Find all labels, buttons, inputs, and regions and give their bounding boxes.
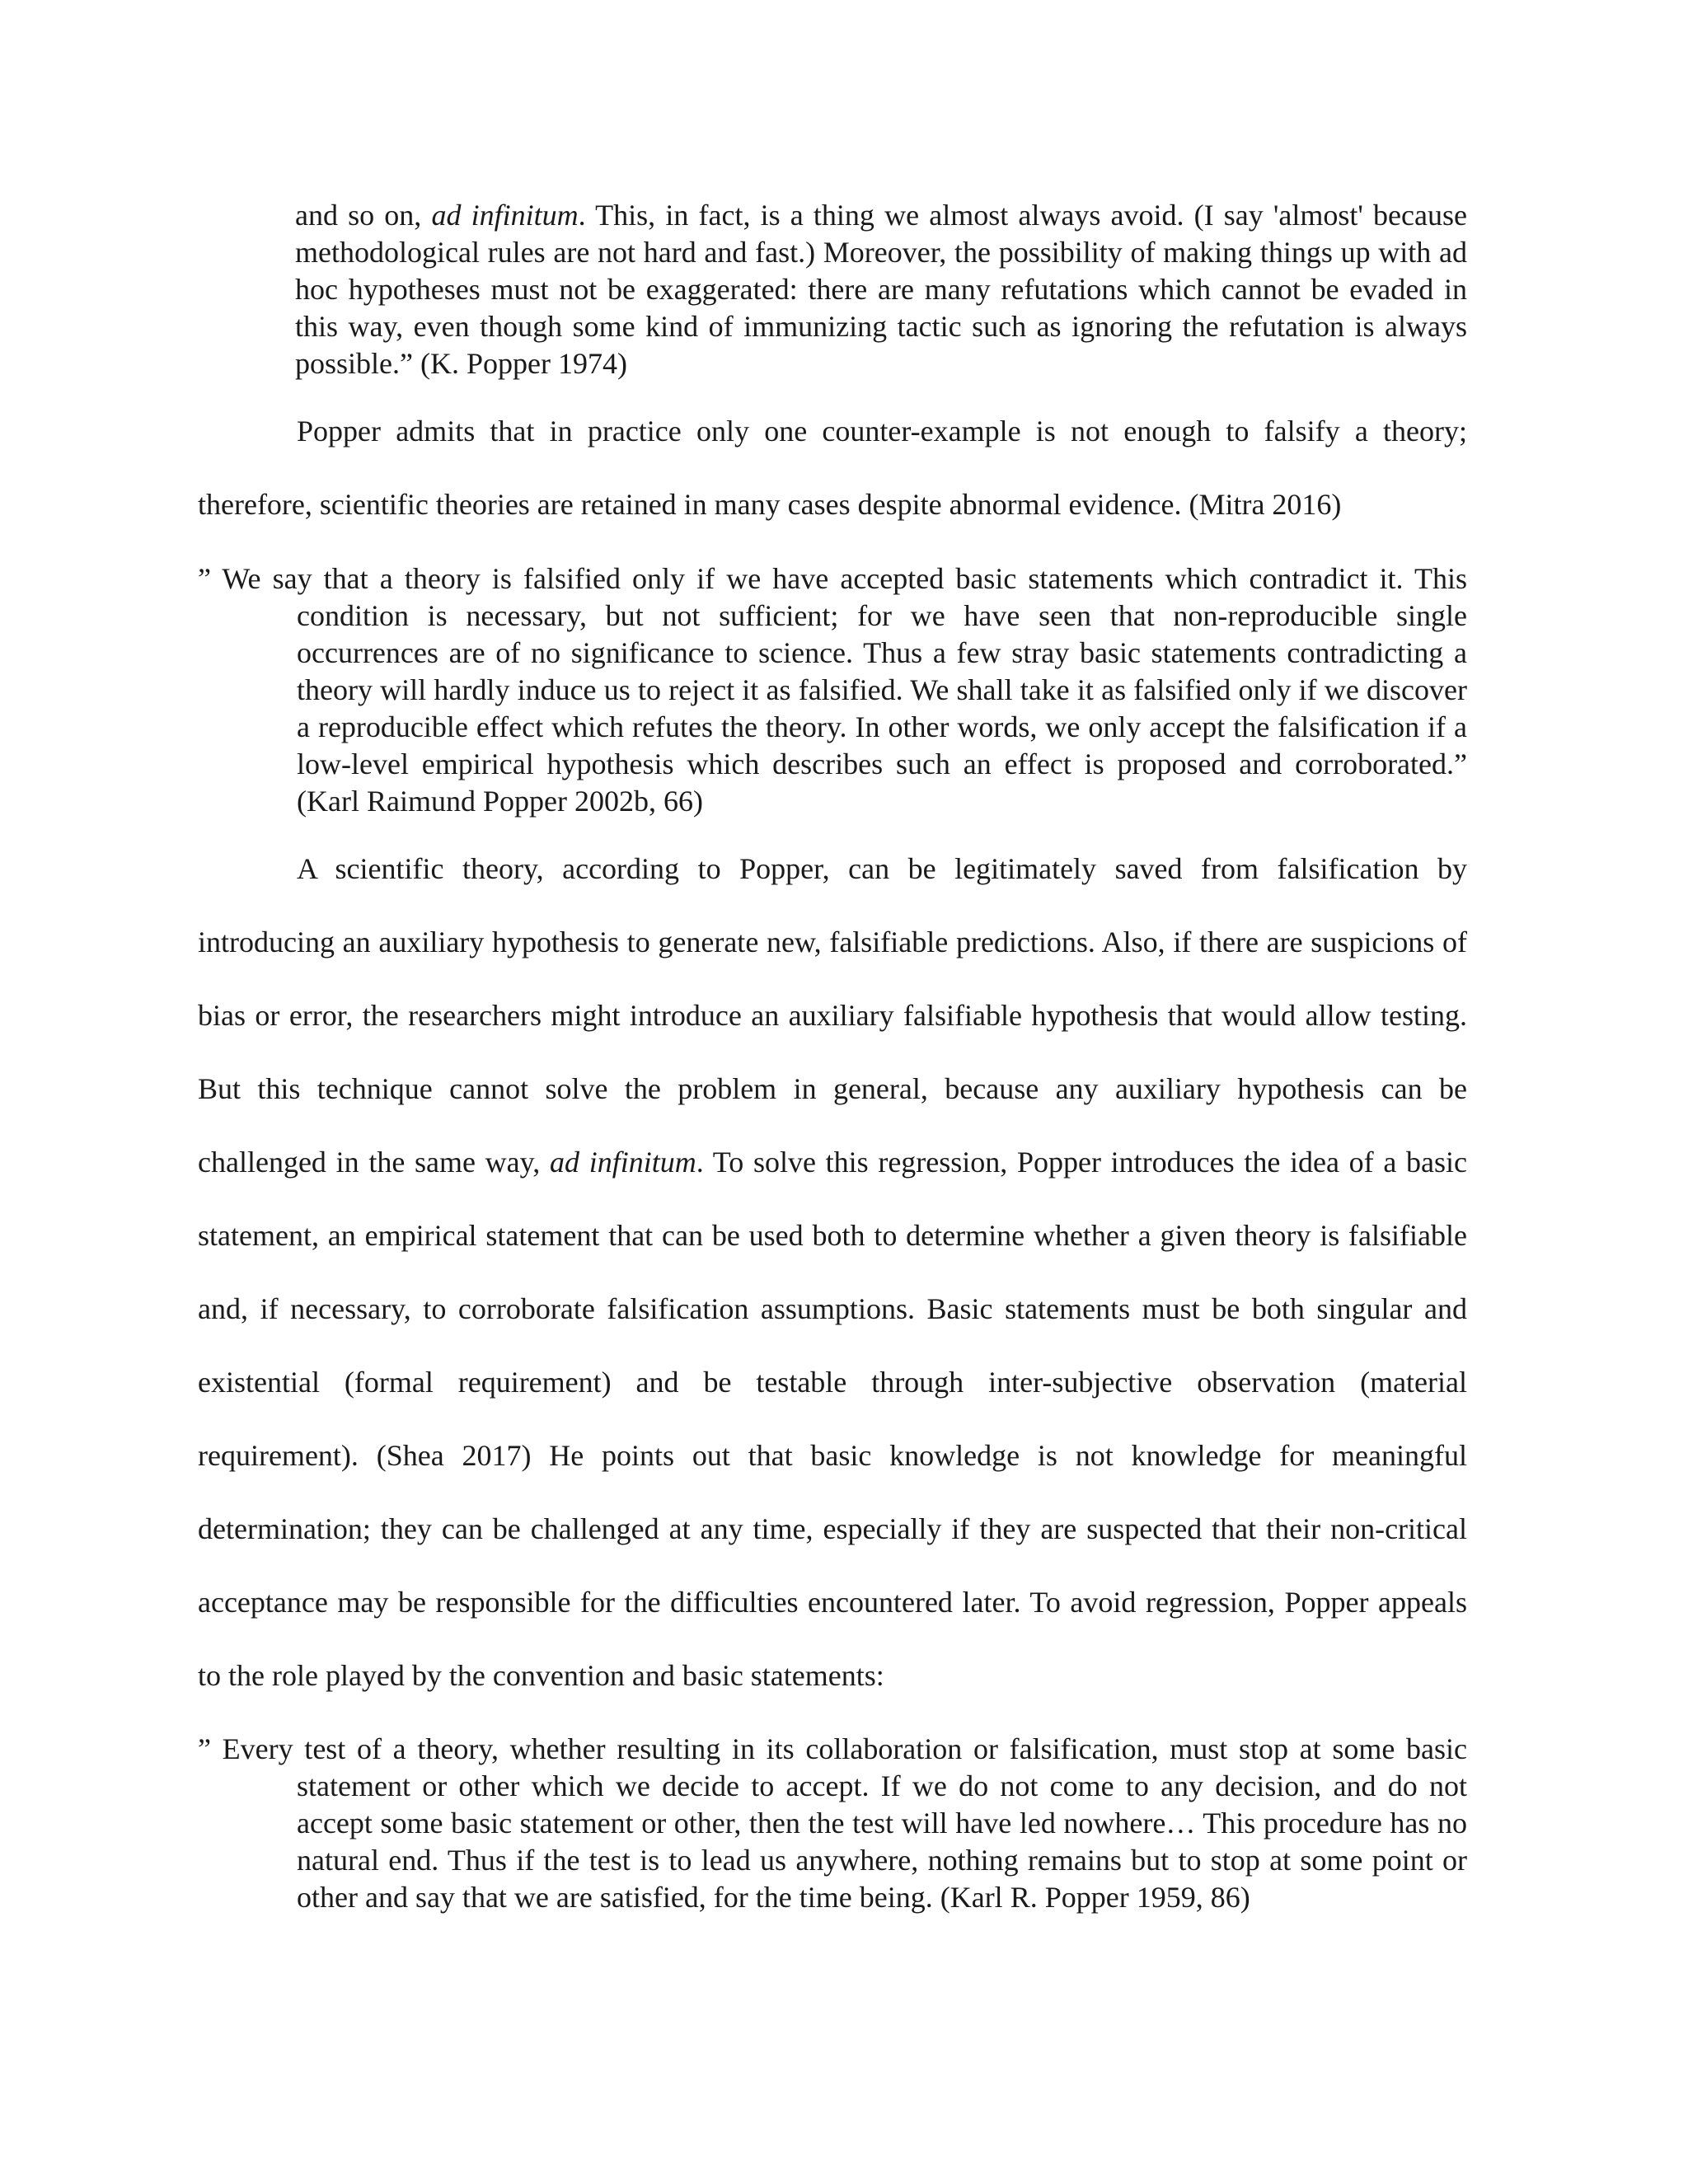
paragraph-2-emphasis: ad infinitum xyxy=(550,1146,696,1179)
quote-1-emphasis: ad infinitum xyxy=(431,199,579,232)
quote-1-text-start: and so on, xyxy=(295,199,432,232)
block-quote-2: ” We say that a theory is falsified only if we have accepted basic statements which contradict it. This condition is necessary, but not sufficient; for we have seen that non-reproducible single occurrences are of no significance to science. Thus a few stray basic statements contradicting a theory will hardly induce us to reject it as falsified. We shall take it as falsified only if we discover a reproducible effect which refutes the theory. In other words, we only accept the falsification if a low-level empirical hypothesis which describes such an effect is proposed and corroborated.” (Karl Raimund Popper 2002b, 66) xyxy=(198,562,1467,818)
paragraph-1: Popper admits that in practice only one counter-example is not enough to falsify a theory; therefore, scientific theories are retained in many cases despite abnormal evidence. (Mitra 2016) xyxy=(198,415,1467,521)
paragraph-2-text-end: . To solve this regression, Popper introduces the idea of a basic statement, an empirical statement that can be used both to determine whether a given theory is falsifiable and, if necessary, to corroborate falsification assumptions. Basic statements must be both singular and existential (formal requirement) and be testable through inter-subjective observation (material requirement). (Shea 2017) He points out that basic knowledge is not knowledge for meaningful determination; they can be challenged at any time, especially if they are suspected that their non-critical acceptance may be responsible for the difficulties encountered later. To avoid regression, Popper appeals to the role played by the convention and basic statements: xyxy=(198,1146,1467,1692)
paragraph-2-text-start: A scientific theory, according to Popper, can be legitimately saved from falsification by introducing an auxiliary hypothesis to generate new, falsifiable predictions. Also, if there are suspicions of bias or error, the researchers might introduce an auxiliary falsifiable hypothesis that would allow testing. But this technique cannot solve the problem in general, because any auxiliary hypothesis can be challenged in the same way, xyxy=(198,852,1467,1179)
block-quote-1 xyxy=(198,197,1467,382)
block-quote-3: ” Every test of a theory, whether resulting in its collaboration or falsification, must stop at some basic statement or other which we decide to accept. If we do not come to any decision, and do not accept some basic statement or other, then the test will have led nowhere… This procedure has no natural end. Thus if the test is to lead us anywhere, nothing remains but to stop at some point or other and say that we are satisfied, for the time being. (Karl R. Popper 1959, 86) xyxy=(198,1732,1467,1914)
paragraph-2 xyxy=(198,832,1467,1713)
quote-1-text-end: . This, in fact, is a thing we almost always avoid. (I say 'almost' because methodological rules are not hard and fast.) Moreover, the possibility of making things up with ad hoc hypotheses must not be exaggerated: there are many refutations which cannot be evaded in this way, even though some kind of immunizing tactic such as ignoring the refutation is always possible.” (K. Popper 1974) xyxy=(295,199,1467,380)
